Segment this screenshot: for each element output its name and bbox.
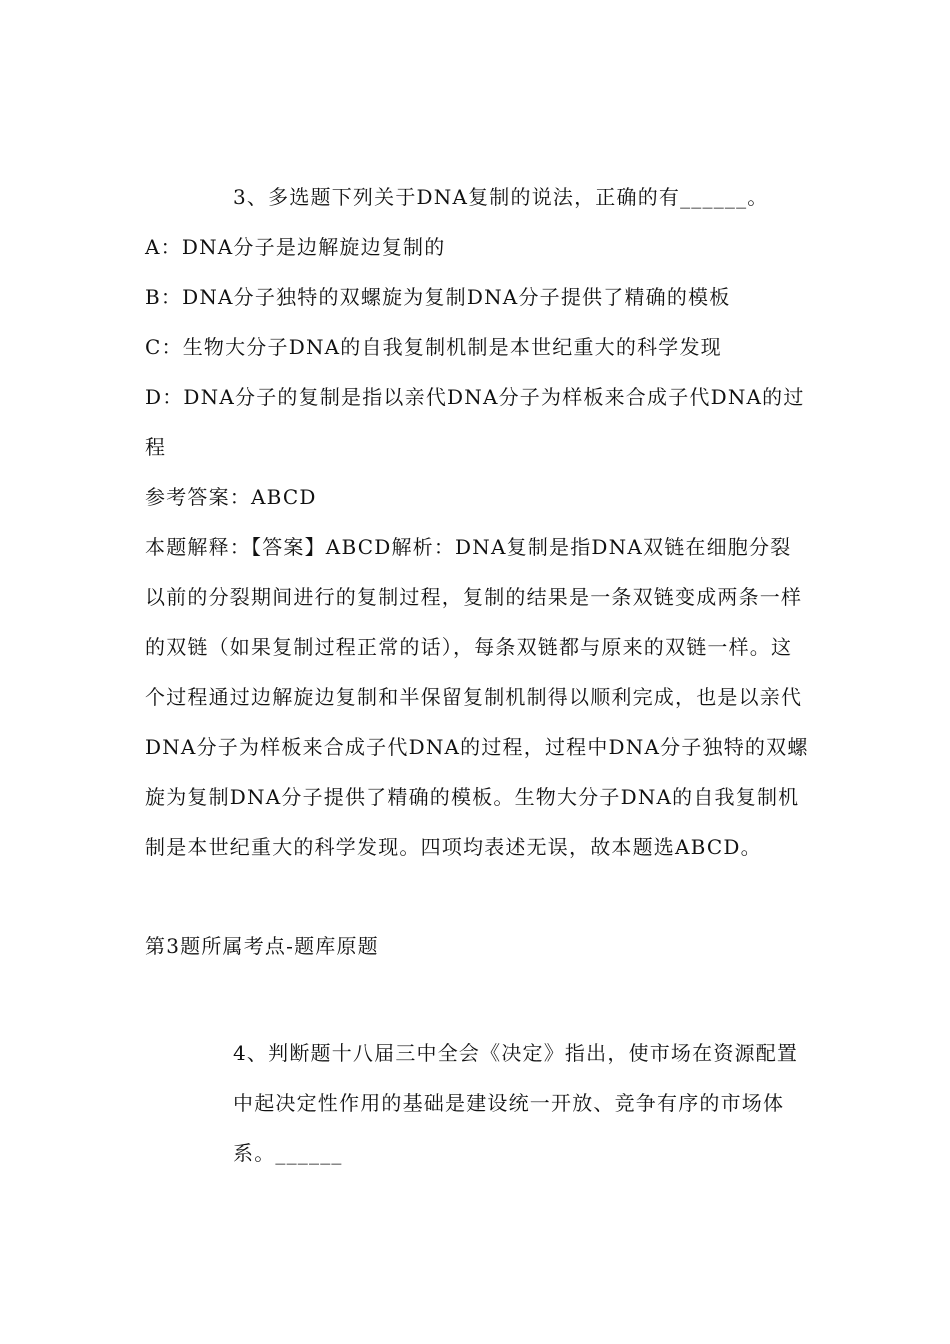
option-a: A：DNA分子是边解旋边复制的 — [145, 235, 446, 259]
option-c: C：生物大分子DNA的自我复制机制是本世纪重大的科学发现 — [145, 335, 722, 359]
option-d: D：DNA分子的复制是指以亲代DNA分子为样板来合成子代DNA的过程 — [145, 385, 805, 459]
explanation: 本题解释：【答案】ABCD解析：DNA复制是指DNA双链在细胞分裂以前的分裂期间进行的复制过程，复制的结果是一条双链变成两条一样的双链（如果复制过程正常的话），每条双链都与原来的双链一样。这个过程通过边解旋边复制和半保留复制机制得以顺利完成，也是以亲代DNA分子为样板来合成子代DNA的过程，过程中DNA分子独特的双螺旋为复制DNA分子提供了精确的模板。生物大分子DNA的自我复制机制是本世纪重大的科学发现。四项均表述无误，故本题选ABCD。 — [145, 535, 809, 859]
question-source: 第3题所属考点-题库原题 — [145, 934, 379, 958]
reference-answer: 参考答案：ABCD — [145, 485, 317, 509]
question-3-stem: 3、多选题下列关于DNA复制的说法，正确的有______。 — [233, 185, 769, 209]
document-page — [145, 172, 810, 1178]
question-4-stem: 4、判断题十八届三中全会《决定》指出，使市场在资源配置中起决定性作用的基础是建设统一开放、竞争有序的市场体系。______ — [233, 1041, 799, 1165]
option-b: B：DNA分子独特的双螺旋为复制DNA分子提供了精确的模板 — [145, 285, 731, 309]
